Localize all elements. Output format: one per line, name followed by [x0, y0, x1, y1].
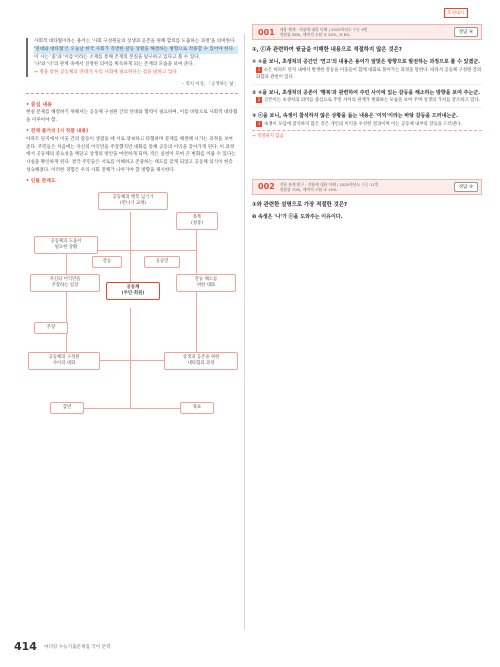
page-number: 414: [14, 640, 37, 653]
map-node-center: 공동체 (주민·회원): [106, 282, 160, 300]
spacer: [252, 139, 482, 179]
relation-map: [26, 190, 238, 428]
theme-box: [26, 93, 238, 428]
divider-rule: [252, 107, 482, 108]
map-node-conflict: 갈등: [92, 256, 122, 268]
explain-marker: 3: [257, 120, 261, 126]
column-divider: [244, 34, 245, 630]
analysis-title: • 전체 줄거리 (시 작품 내용): [26, 129, 89, 135]
quote-line: '연대와 대타협'은 오늘날 한국 사회가 직면한 갈등 상황을 해결하는 방향으로 작용할 수 있어야 한다.: [34, 46, 238, 54]
map-node-low-left: 공동체의 구성원 사이의 대화: [28, 352, 100, 370]
explain-marker: 1: [257, 66, 261, 72]
map-node-top: 공동체의 행복 넘기기 (만나기 교재): [98, 192, 168, 210]
map-edge: [66, 250, 67, 360]
choice-label: ① ①을 보니, 초생처의 공간인 '연고'의 내용은 용어가 알맞은 방향으로 발전하는 과정으로 볼 수 있겠군.: [252, 59, 481, 65]
question-number: 001: [258, 27, 275, 37]
question-title: ①와 관련한 설명으로 가장 적절한 것은?: [252, 201, 348, 208]
map-node-left-mid: 자신의 이익만을 주장하는 입장: [30, 274, 100, 292]
quote-summary: → 정을 통한 공동체의 연대가 우리 사회에 필요하다는 점을 말하고 있다.: [34, 70, 179, 76]
choice-label: ③ ⓒ을 보니, 속생이 참석하지 않은 상황을 돕는 내용은 '이익'이라는 바탕 갈등을 드러내는군.: [252, 113, 459, 120]
map-node-bottom-right: 목표: [180, 402, 214, 414]
explain-marker: 2: [257, 97, 261, 103]
map-edge: [130, 308, 131, 408]
answer-label-text: 정답: [458, 30, 468, 35]
theme-text: 현실 문제를 해결하기 위해서는 공동체 구성원 간의 연대와 협력이 필요하며, 이를 바탕으로 사회적 대타협을 이루어야 함.: [26, 109, 238, 123]
quote-block: [26, 38, 238, 77]
map-node-low-right: 상생과 공존을 위한 대타협의 과정: [164, 352, 238, 370]
left-column: [26, 38, 238, 434]
map-node-right-top: 북쪽 (청중): [176, 212, 218, 230]
quote-line: 이 시는 '꽃'과 '이름'이라는 소재를 통해 존재의 본질을 탐구하고 있다고 볼 수 있다.: [34, 54, 201, 60]
theme-title: • 중심 내용: [26, 101, 52, 108]
book-title: 마더텅 수능기출문제집 국어 문학: [44, 645, 111, 650]
answer-value: ③: [468, 184, 473, 190]
quote-line: 사회적 대타협이라는 용어는 '사회 구성원들의 상생과 공존을 위해 합의를 도출하는 과정'을 의미한다.: [34, 39, 236, 44]
judgement-line: → 적절하지 않음: [252, 130, 482, 139]
map-node-bottom-left: 감면: [50, 402, 84, 414]
map-node-public: 공공연: [144, 256, 180, 268]
question-meta: 내용 체계 · 작품에 대한 이해 | 2025학년도 수능 9번 정답률 58%, 매력적 오답 ⑤ 20%, ③ 8%: [279, 27, 368, 37]
question-meta: 작품 관계 탐구 · 작품에 대한 이해 | 2025학년도 수능 11번 정답률 70%, 매력적 오답 ② 15%: [279, 181, 379, 192]
map-title: • 인물 관계도: [26, 179, 56, 185]
question-header: [252, 24, 482, 40]
choice-explain-text: ①은 아파트 단지 내에서 발생한 갈등을 이웃들이 함께 대화로 풀어가는 과정을 말한다. 따라서 공동체 구성원 간의 화합과 관련이 있다.: [256, 67, 482, 80]
answer-label: [454, 182, 478, 192]
choice-explain: [252, 67, 482, 81]
answer-label: [454, 27, 478, 37]
quote-source: - 정치 이상, 「공생하는 삶」: [182, 81, 238, 87]
choice-explain-text: 글쓴이는 초생처의 의미를 중심으로 주민 사이의 관계가 변화하는 모습을 보여 주며 상생의 가치를 강조하고 있다.: [264, 98, 481, 104]
question-title: ①, ⓒ과 관련하여 윗글을 이해한 내용으로 적절하지 않은 것은?: [252, 47, 402, 53]
answer-label-text: 정답: [458, 184, 468, 190]
right-column: [252, 24, 482, 221]
section-tag: 5 현대시: [444, 8, 468, 18]
answer-value: ④: [468, 30, 473, 35]
map-edge: [66, 408, 196, 409]
choice-explain: [252, 97, 482, 104]
choice-label: ② ①을 보니, 초생처의 공존이 '행복'과 관련하여 주민 사이에 있는 갈등을 해소하는 방향을 보여 주는군.: [252, 89, 481, 96]
choice-explain-text: 속생이 모임에 참석하지 않은 것은 개인의 이익을 우선한 결과이며 이는 공동체 내부의 갈등을 드러낸다.: [264, 121, 462, 127]
choice-label: ❸ 속생은 '나'가 ⓒ을 도와주는 이유이다.: [252, 213, 343, 220]
analysis-text: 아파트 단지에서 이웃 간의 갈등이 생겼을 때 서로 양보하고 타협하며 문제를 해결해 나가는 과정을 보여 준다. 주민들은 처음에는 자신의 이익만을 주장했지만 대화를 통해 공동의 이익을 찾아가게 된다. 이 과정에서 공동체의 중요성을 깨닫고 상생의 방안을 마련하게 되며, 작은 실천이 모여 큰 변화를 이룰 수 있다는 사실을 확인하게 된다. 결국 주민들은 서로를 이해하고 존중하는 태도를 갖게 되었고 공동체 의식이 한층 성숙해졌다. 이러한 경험은 우리 사회 전체가 나아가야 할 방향을 제시한다.: [26, 137, 236, 173]
map-edge: [130, 212, 131, 282]
map-node-left-top: 공동체의 도움이 필요한 상황: [34, 236, 98, 254]
divider-rule: [252, 84, 482, 85]
quote-line: '나'와 '너'의 관계 속에서 진정한 의미를 획득하게 되는 존재의 모습을 보여 준다.: [34, 62, 195, 68]
choice-explain: [252, 121, 482, 128]
map-node-right-mid: 갈등 해소를 위한 대화: [176, 274, 236, 292]
map-node-claim: 주장: [34, 322, 68, 334]
question-number: 002: [258, 182, 275, 192]
question-header: [252, 179, 482, 195]
